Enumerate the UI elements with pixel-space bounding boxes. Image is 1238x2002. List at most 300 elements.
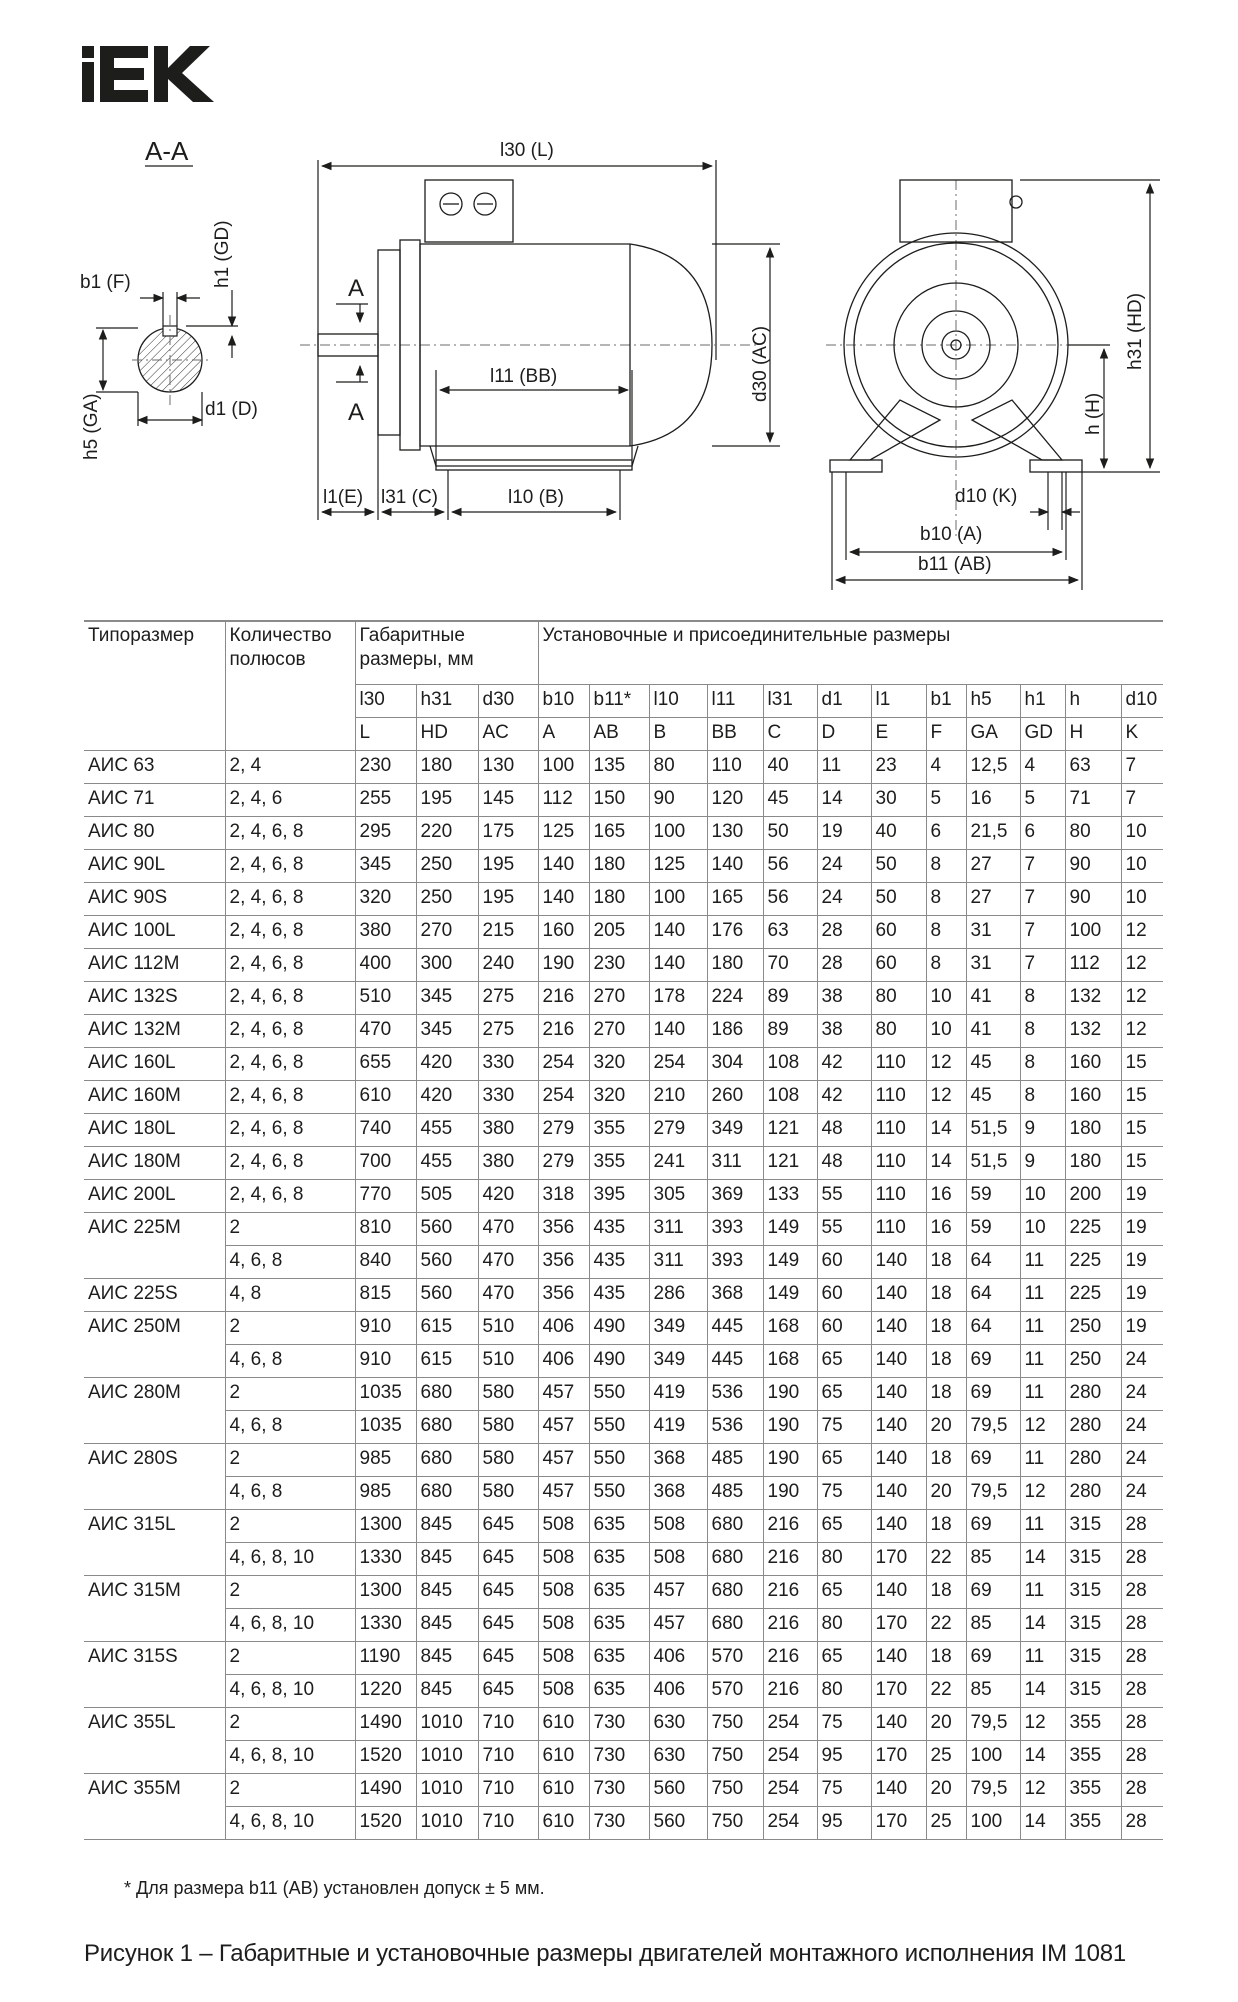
cell-value: 19: [817, 817, 871, 850]
cell-value: 1330: [355, 1609, 416, 1642]
cell-value: 10: [926, 1015, 966, 1048]
cell-value: 22: [926, 1675, 966, 1708]
cell-value: 680: [707, 1543, 763, 1576]
cell-value: 406: [649, 1675, 707, 1708]
cell-value: 65: [817, 1576, 871, 1609]
header-code-cell: l30: [355, 685, 416, 718]
cell-value: 300: [416, 949, 478, 982]
cell-value: 380: [355, 916, 416, 949]
cell-value: 508: [538, 1609, 589, 1642]
cell-value: 112: [538, 784, 589, 817]
cell-value: 41: [966, 1015, 1020, 1048]
header-type: Типоразмер: [84, 621, 225, 751]
cell-value: 485: [707, 1444, 763, 1477]
cell-value: 79,5: [966, 1477, 1020, 1510]
cell-value: 216: [538, 982, 589, 1015]
table-row: [84, 751, 1163, 784]
cell-value: 28: [1121, 1807, 1163, 1840]
table-row: [84, 982, 1163, 1015]
table-row: [84, 1345, 1163, 1378]
cell-value: 8: [926, 883, 966, 916]
cell-value: 680: [707, 1510, 763, 1543]
cell-value: 610: [355, 1081, 416, 1114]
table-row: [84, 1081, 1163, 1114]
cell-value: 730: [589, 1741, 649, 1774]
cell-value: 224: [707, 982, 763, 1015]
table-row: [84, 883, 1163, 916]
cell-value: 570: [707, 1642, 763, 1675]
cell-value: 315: [1065, 1543, 1121, 1576]
cell-value: 470: [478, 1279, 538, 1312]
cell-value: 355: [1065, 1708, 1121, 1741]
label-b10: b10 (A): [920, 524, 983, 545]
cell-value: 7: [1121, 751, 1163, 784]
section-marker-bottom: A: [348, 399, 365, 426]
cell-value: 90: [1065, 883, 1121, 916]
cell-value: 79,5: [966, 1411, 1020, 1444]
cell-value: 140: [871, 1444, 926, 1477]
cell-value: 570: [707, 1675, 763, 1708]
cell-value: 12,5: [966, 751, 1020, 784]
cell-value: 30: [871, 784, 926, 817]
cell-value: 160: [538, 916, 589, 949]
cell-value: 315: [1065, 1609, 1121, 1642]
cell-value: 160: [1065, 1081, 1121, 1114]
label-h5: h5 (GA): [81, 393, 102, 460]
cell-value: 71: [1065, 784, 1121, 817]
cell-value: 435: [589, 1213, 649, 1246]
cell-value: 12: [1020, 1774, 1065, 1807]
cell-value: 7: [1020, 850, 1065, 883]
cell-value: 110: [871, 1213, 926, 1246]
cell-value: 10: [1020, 1180, 1065, 1213]
cell-value: 140: [871, 1576, 926, 1609]
cell-value: 645: [478, 1576, 538, 1609]
cell-value: 65: [817, 1510, 871, 1543]
cell-value: 180: [589, 883, 649, 916]
cell-value: 19: [1121, 1246, 1163, 1279]
cell-value: 100: [966, 1807, 1020, 1840]
cell-value: 280: [1065, 1411, 1121, 1444]
cell-value: 80: [649, 751, 707, 784]
header-code-cell: l1: [871, 685, 926, 718]
cell-value: 100: [649, 817, 707, 850]
cell-value: 190: [763, 1378, 817, 1411]
cell-value: 140: [871, 1510, 926, 1543]
cell-value: 345: [416, 982, 478, 1015]
cell-poles: 2, 4, 6, 8: [225, 1180, 355, 1213]
cell-value: 40: [871, 817, 926, 850]
cell-value: 16: [926, 1180, 966, 1213]
cell-value: 20: [926, 1477, 966, 1510]
cell-value: 455: [416, 1147, 478, 1180]
table-row: [84, 1543, 1163, 1576]
cell-value: 60: [871, 949, 926, 982]
header-code-cell: b11*: [589, 685, 649, 718]
cell-value: 12: [1020, 1411, 1065, 1444]
label-h31: h31 (HD): [1125, 292, 1146, 370]
cell-value: 770: [355, 1180, 416, 1213]
cell-value: 845: [416, 1609, 478, 1642]
cell-value: 130: [478, 751, 538, 784]
cell-value: 490: [589, 1312, 649, 1345]
cell-poles: 2, 4, 6, 8: [225, 883, 355, 916]
cell-value: 120: [707, 784, 763, 817]
cell-value: 25: [926, 1741, 966, 1774]
cell-value: 730: [589, 1807, 649, 1840]
cell-type: [84, 1411, 225, 1444]
cell-value: 750: [707, 1708, 763, 1741]
cell-value: 845: [416, 1642, 478, 1675]
cell-type: АИС 225S: [84, 1279, 225, 1312]
cell-value: 15: [1121, 1048, 1163, 1081]
cell-value: 536: [707, 1378, 763, 1411]
cell-value: 355: [589, 1114, 649, 1147]
cell-value: 75: [817, 1774, 871, 1807]
cell-value: 150: [589, 784, 649, 817]
cell-value: 80: [817, 1609, 871, 1642]
cell-value: 455: [416, 1114, 478, 1147]
cell-value: 190: [538, 949, 589, 982]
cell-value: 635: [589, 1543, 649, 1576]
shaft-section-view: [80, 136, 258, 460]
motor-end-view: [826, 180, 1160, 590]
cell-value: 170: [871, 1675, 926, 1708]
cell-value: 28: [1121, 1675, 1163, 1708]
cell-value: 31: [966, 949, 1020, 982]
cell-value: 1035: [355, 1411, 416, 1444]
cell-value: 260: [707, 1081, 763, 1114]
cell-value: 536: [707, 1411, 763, 1444]
cell-poles: 4, 6, 8, 10: [225, 1741, 355, 1774]
cell-value: 280: [1065, 1477, 1121, 1510]
cell-value: 560: [649, 1774, 707, 1807]
cell-value: 254: [763, 1774, 817, 1807]
cell-value: 80: [1065, 817, 1121, 850]
cell-value: 140: [649, 949, 707, 982]
cell-value: 59: [966, 1180, 1020, 1213]
header-code-cell: h5: [966, 685, 1020, 718]
label-h: h (H): [1083, 392, 1104, 435]
cell-value: 368: [649, 1477, 707, 1510]
cell-value: 22: [926, 1543, 966, 1576]
cell-value: 315: [1065, 1675, 1121, 1708]
cell-value: 50: [871, 850, 926, 883]
cell-value: 1490: [355, 1774, 416, 1807]
cell-value: 1520: [355, 1807, 416, 1840]
cell-value: 140: [871, 1477, 926, 1510]
cell-value: 985: [355, 1477, 416, 1510]
cell-value: 216: [763, 1576, 817, 1609]
cell-value: 11: [1020, 1378, 1065, 1411]
cell-value: 680: [416, 1444, 478, 1477]
header-code-cell: l10: [649, 685, 707, 718]
cell-value: 7: [1121, 784, 1163, 817]
cell-value: 186: [707, 1015, 763, 1048]
footnote: * Для размера b11 (AB) установлен допуск ± 5 мм.: [124, 1878, 545, 1898]
cell-value: 18: [926, 1510, 966, 1543]
cell-type: АИС 315L: [88, 1514, 176, 1535]
cell-value: 5: [1020, 784, 1065, 817]
cell-value: 369: [707, 1180, 763, 1213]
cell-value: 165: [707, 883, 763, 916]
cell-value: 630: [649, 1708, 707, 1741]
header-letter-cell: C: [763, 718, 817, 751]
cell-value: 140: [871, 1411, 926, 1444]
cell-value: 85: [966, 1675, 1020, 1708]
cell-value: 680: [416, 1411, 478, 1444]
cell-poles: 2, 4, 6, 8: [225, 817, 355, 850]
cell-value: 225: [1065, 1279, 1121, 1312]
cell-value: 730: [589, 1774, 649, 1807]
cell-value: 190: [763, 1477, 817, 1510]
cell-value: 216: [763, 1510, 817, 1543]
header-code-cell: l31: [763, 685, 817, 718]
cell-value: 845: [416, 1510, 478, 1543]
header-letter-cell: GD: [1020, 718, 1065, 751]
cell-value: 610: [538, 1807, 589, 1840]
cell-value: 28: [817, 916, 871, 949]
header-code-cell: b10: [538, 685, 589, 718]
cell-value: 195: [416, 784, 478, 817]
header-code-cell: l11: [707, 685, 763, 718]
cell-value: 95: [817, 1741, 871, 1774]
header-code-cell: h: [1065, 685, 1121, 718]
label-l10: l10 (B): [508, 487, 564, 508]
cell-value: 680: [416, 1378, 478, 1411]
cell-value: 110: [871, 1180, 926, 1213]
cell-value: 286: [649, 1279, 707, 1312]
cell-value: 270: [589, 982, 649, 1015]
cell-poles: 2: [225, 1213, 355, 1246]
cell-value: 19: [1121, 1279, 1163, 1312]
cell-value: 8: [1020, 1081, 1065, 1114]
cell-value: 24: [1121, 1345, 1163, 1378]
cell-value: 27: [966, 850, 1020, 883]
table-row: [84, 1774, 1163, 1807]
cell-value: 130: [707, 817, 763, 850]
table-row: [84, 784, 1163, 817]
cell-value: 65: [817, 1444, 871, 1477]
cell-type: АИС 250M: [88, 1316, 181, 1337]
cell-value: 60: [817, 1246, 871, 1279]
label-d10: d10 (K): [955, 486, 1018, 507]
cell-value: 180: [589, 850, 649, 883]
cell-value: 355: [1065, 1807, 1121, 1840]
cell-value: 560: [416, 1279, 478, 1312]
cell-value: 89: [763, 982, 817, 1015]
cell-value: 16: [926, 1213, 966, 1246]
label-l1: l1(E): [323, 487, 364, 508]
table-row: [84, 1114, 1163, 1147]
cell-value: 133: [763, 1180, 817, 1213]
cell-value: 14: [1020, 1741, 1065, 1774]
cell-value: 90: [649, 784, 707, 817]
cell-poles: 4, 6, 8: [225, 1246, 355, 1279]
cell-value: 356: [538, 1213, 589, 1246]
cell-value: 140: [871, 1246, 926, 1279]
table-row: [84, 1180, 1163, 1213]
figure-caption: Рисунок 1 – Габаритные и установочные размеры двигателей монтажного исполнения IM 1081: [84, 1940, 1127, 1967]
cell-poles: 4, 6, 8: [225, 1411, 355, 1444]
cell-value: 318: [538, 1180, 589, 1213]
cell-value: 121: [763, 1147, 817, 1180]
cell-type: АИС 100L: [84, 916, 225, 949]
cell-value: 10: [1121, 817, 1163, 850]
cell-value: 355: [1065, 1741, 1121, 1774]
cell-type: АИС 315S: [88, 1646, 178, 1667]
cell-value: 15: [1121, 1081, 1163, 1114]
cell-value: 18: [926, 1378, 966, 1411]
cell-value: 254: [538, 1081, 589, 1114]
cell-value: 457: [649, 1576, 707, 1609]
cell-value: 615: [416, 1312, 478, 1345]
cell-type: АИС 71: [84, 784, 225, 817]
cell-value: 225: [1065, 1246, 1121, 1279]
cell-value: 279: [649, 1114, 707, 1147]
cell-value: 311: [707, 1147, 763, 1180]
cell-type: АИС 280S: [88, 1448, 178, 1469]
cell-value: 21,5: [966, 817, 1020, 850]
cell-value: 11: [1020, 1576, 1065, 1609]
cell-value: 12: [1121, 1015, 1163, 1048]
cell-value: 170: [871, 1543, 926, 1576]
table-row: [84, 1708, 1163, 1741]
header-overall: Габаритные размеры, мм: [355, 621, 538, 685]
cell-value: 205: [589, 916, 649, 949]
cell-value: 10: [926, 982, 966, 1015]
cell-poles: 2, 4, 6, 8: [225, 949, 355, 982]
cell-value: 485: [707, 1477, 763, 1510]
cell-value: 1190: [355, 1642, 416, 1675]
cell-value: 110: [871, 1048, 926, 1081]
cell-value: 56: [763, 850, 817, 883]
header-letter-cell: L: [355, 718, 416, 751]
cell-value: 710: [478, 1807, 538, 1840]
cell-value: 45: [966, 1048, 1020, 1081]
cell-value: 368: [707, 1279, 763, 1312]
cell-value: 135: [589, 751, 649, 784]
cell-value: 12: [1020, 1708, 1065, 1741]
cell-value: 216: [763, 1642, 817, 1675]
cell-value: 11: [1020, 1642, 1065, 1675]
cell-value: 635: [589, 1510, 649, 1543]
cell-value: 140: [871, 1312, 926, 1345]
cell-value: 240: [478, 949, 538, 982]
cell-value: 635: [589, 1642, 649, 1675]
cell-value: 19: [1121, 1180, 1163, 1213]
cell-poles: 4, 6, 8: [225, 1477, 355, 1510]
cell-value: 216: [538, 1015, 589, 1048]
table-row: [84, 1675, 1163, 1708]
cell-value: 28: [1121, 1510, 1163, 1543]
cell-value: 11: [817, 751, 871, 784]
cell-value: 140: [538, 883, 589, 916]
cell-value: 380: [478, 1114, 538, 1147]
cell-value: 320: [355, 883, 416, 916]
cell-value: 355: [1065, 1774, 1121, 1807]
cell-poles: 2: [225, 1378, 355, 1411]
cell-value: 279: [538, 1114, 589, 1147]
cell-value: 63: [763, 916, 817, 949]
cell-value: 7: [1020, 916, 1065, 949]
cell-value: 275: [478, 1015, 538, 1048]
cell-value: 24: [817, 883, 871, 916]
cell-value: 132: [1065, 982, 1121, 1015]
cell-value: 393: [707, 1246, 763, 1279]
cell-value: 170: [871, 1741, 926, 1774]
header-letter-cell: AB: [589, 718, 649, 751]
table-row: [84, 1609, 1163, 1642]
cell-value: 14: [926, 1147, 966, 1180]
cell-value: 69: [966, 1345, 1020, 1378]
cell-value: 14: [1020, 1543, 1065, 1576]
cell-value: 1220: [355, 1675, 416, 1708]
cell-value: 23: [871, 751, 926, 784]
header-letter-cell: K: [1121, 718, 1163, 751]
cell-value: 254: [763, 1708, 817, 1741]
dimensions-table: [84, 620, 1163, 1840]
cell-value: 280: [1065, 1378, 1121, 1411]
cell-value: 14: [1020, 1675, 1065, 1708]
cell-value: 110: [871, 1081, 926, 1114]
cell-value: 1010: [416, 1807, 478, 1840]
cell-value: 610: [538, 1741, 589, 1774]
header-letter-cell: F: [926, 718, 966, 751]
cell-value: 508: [649, 1543, 707, 1576]
cell-value: 65: [817, 1642, 871, 1675]
header-letter-cell: BB: [707, 718, 763, 751]
table-row: [84, 1444, 1163, 1477]
header-code-cell: d1: [817, 685, 871, 718]
cell-value: 28: [1121, 1708, 1163, 1741]
cell-value: 12: [1020, 1477, 1065, 1510]
cell-value: 750: [707, 1774, 763, 1807]
cell-value: 64: [966, 1279, 1020, 1312]
cell-value: 216: [763, 1543, 817, 1576]
cell-value: 24: [1121, 1411, 1163, 1444]
cell-value: 8: [1020, 982, 1065, 1015]
cell-value: 610: [538, 1774, 589, 1807]
cell-value: 125: [538, 817, 589, 850]
cell-value: 380: [478, 1147, 538, 1180]
cell-value: 490: [589, 1345, 649, 1378]
cell-value: 406: [649, 1642, 707, 1675]
cell-poles: 2: [225, 1774, 355, 1807]
cell-value: 69: [966, 1510, 1020, 1543]
cell-value: 145: [478, 784, 538, 817]
cell-value: 580: [478, 1411, 538, 1444]
label-d1: d1 (D): [205, 399, 258, 420]
cell-poles: 2, 4, 6, 8: [225, 1114, 355, 1147]
cell-value: 20: [926, 1708, 966, 1741]
cell-value: 550: [589, 1444, 649, 1477]
cell-type: АИС 132S: [84, 982, 225, 1015]
cell-type: АИС 112M: [84, 949, 225, 982]
cell-value: 69: [966, 1576, 1020, 1609]
cell-value: 11: [1020, 1444, 1065, 1477]
cell-value: 178: [649, 982, 707, 1015]
cell-value: 180: [1065, 1114, 1121, 1147]
cell-value: 16: [966, 784, 1020, 817]
cell-value: 75: [817, 1411, 871, 1444]
cell-value: 140: [871, 1279, 926, 1312]
cell-value: 435: [589, 1246, 649, 1279]
cell-poles: 4, 8: [225, 1279, 355, 1312]
cell-value: 680: [707, 1609, 763, 1642]
cell-value: 80: [817, 1543, 871, 1576]
cell-type: АИС 90S: [84, 883, 225, 916]
